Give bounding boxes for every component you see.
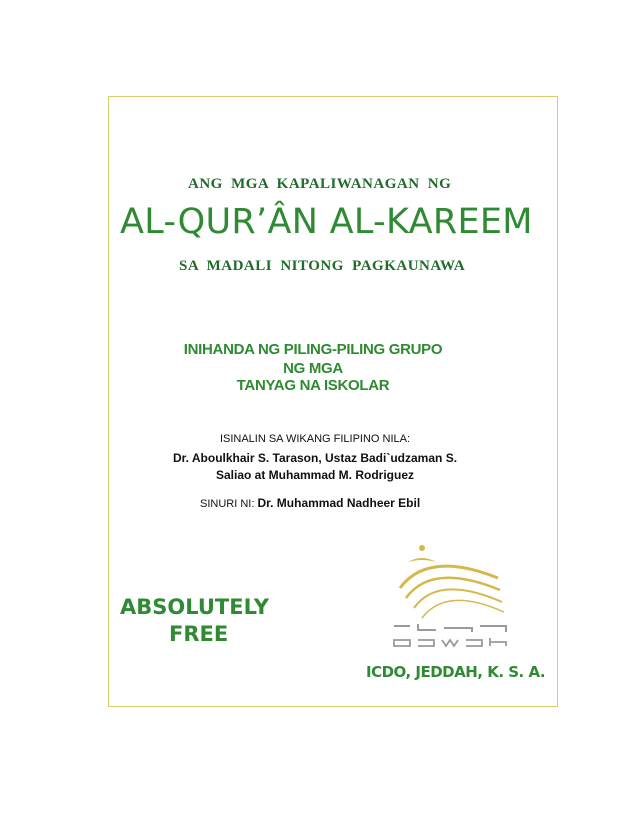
translators-line-2: Saliao at Muhammad M. Rodriguez xyxy=(215,468,415,482)
dawah-logo-icon xyxy=(388,540,518,652)
free-text-line-2: FREE xyxy=(169,622,229,646)
cover-title: AL-QUR’ÂN AL-KAREEM xyxy=(120,202,533,242)
cover-subtitle: SA MADALI NITONG PAGKAUNAWA xyxy=(179,258,466,274)
prepared-by-line-3: TANYAG NA ISKOLAR xyxy=(236,377,390,394)
reviewer-label: SINURI NI: xyxy=(200,498,255,510)
prepared-by-line-2: NG MGA xyxy=(283,360,343,377)
free-text-line-1: ABSOLUTELY xyxy=(120,595,269,619)
reviewer-name: Dr. Muhammad Nadheer Ebil xyxy=(257,496,421,510)
translation-label: ISINALIN SA WIKANG FILIPINO NILA: xyxy=(219,433,411,445)
cover-header: ANG MGA KAPALIWANAGAN NG xyxy=(188,176,452,192)
translators-line-1: Dr. Aboulkhair S. Tarason, Ustaz Badi`udzaman S. xyxy=(172,451,458,465)
organization-name: ICDO, JEDDAH, K. S. A. xyxy=(366,663,546,681)
reviewer-line xyxy=(200,496,420,510)
prepared-by-line-1: INIHANDA NG PILING-PILING GRUPO xyxy=(183,341,443,358)
